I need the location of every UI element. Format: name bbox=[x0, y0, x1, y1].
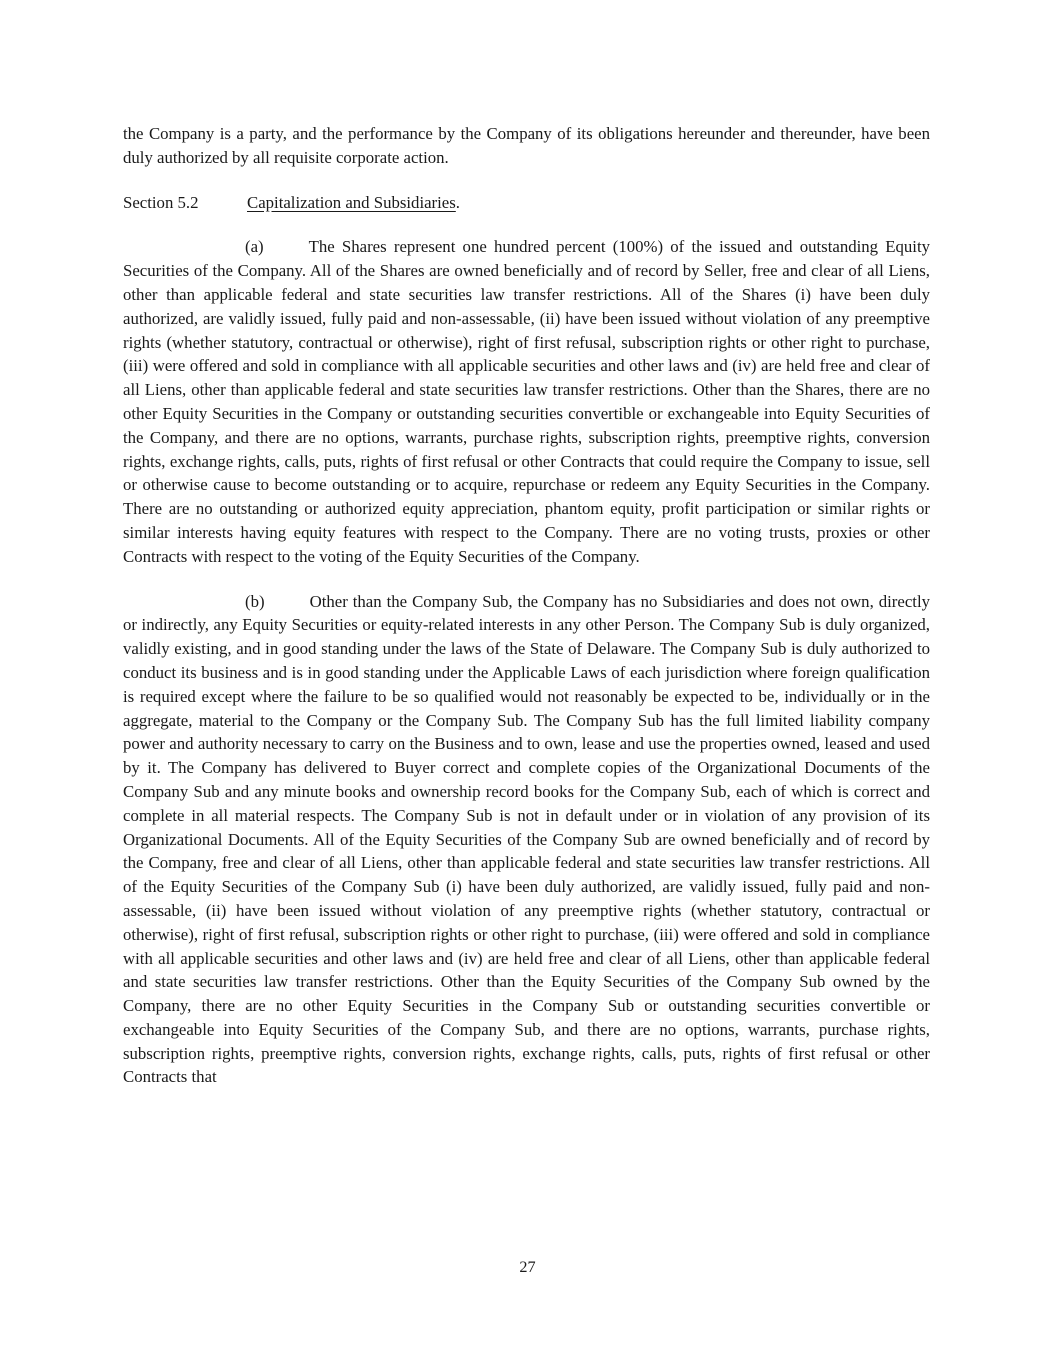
paragraph-b bbox=[123, 590, 930, 1090]
section-heading bbox=[123, 191, 930, 215]
continuation-paragraph: the Company is a party, and the performance by the Company of its obligations hereunder and thereunder, have been duly authorized by all requisite corporate action. bbox=[123, 124, 930, 167]
section-number: Section 5.2 bbox=[123, 192, 199, 212]
paragraph-a bbox=[123, 235, 930, 568]
section-title: Capitalization and Subsidiaries bbox=[247, 192, 456, 212]
section-title-period: . bbox=[455, 192, 460, 212]
page-number: 27 bbox=[519, 1258, 536, 1276]
paragraph-a-text: The Shares represent one hundred percent (100%) of the issued and outstanding Equity Securities of the Company. All of the Shares are owned beneficially and of record by Seller, free and clear of all Liens, other than applicable federal and state securities law transfer restrictions. All of the Shares (i) have been duly authorized, are validly issued, fully paid and non-assessable, (ii) have been issued without violation of any preemptive rights (whether statutory, contractual or otherwise), right of first refusal, subscription rights or other right to purchase, (iii) were offered and sold in compliance with all applicable securities and other laws and (iv) are held free and clear of all Liens, other than applicable federal and state securities law transfer restrictions. Other than the Shares, there are no other Equity Securities in the Company or outstanding securities convertible or exchangeable into Equity Securities of the Company, and there are no options, warrants, purchase rights, subscription rights, preemptive rights, conversion rights, exchange rights, calls, puts, rights of first refusal or other Contracts that could require the Company to issue, sell or otherwise cause to become outstanding or to acquire, repurchase or redeem any Equity Securities in the Company. There are no outstanding or authorized equity appreciation, phantom equity, profit participation or similar rights or similar interests having equity features with respect to the Company. There are no voting trusts, proxies or other Contracts with respect to the voting of the Equity Securities of the Company. bbox=[123, 237, 930, 566]
paragraph-a-label: (a) bbox=[245, 237, 264, 257]
paragraph-b-label: (b) bbox=[245, 591, 265, 611]
paragraph-b-text: Other than the Company Sub, the Company has no Subsidiaries and does not own, directly or indirectly, any Equity Securities or equity-related interests in any other Person. The Company Sub is duly organized, validly existing, and in good standing under the laws of the State of Delaware. The Company Sub is duly authorized to conduct its business and is in good standing under the Applicable Laws of each jurisdiction where foreign qualification is required except where the failure to be so qualified would not reasonably be expected to be, individually or in the aggregate, material to the Company or the Company Sub. The Company Sub has the full limited liability company power and authority necessary to carry on the Business and to own, lease and use the properties owned, leased and used by it. The Company has delivered to Buyer correct and complete copies of the Organizational Documents of the Company Sub and any minute books and ownership record books for the Company Sub, each of which is correct and complete in all material respects. The Company Sub is not in default under or in violation of any provision of its Organizational Documents. All of the Equity Securities of the Company Sub are owned beneficially and of record by the Company, free and clear of all Liens, other than applicable federal and state securities law transfer restrictions. All of the Equity Securities of the Company Sub (i) have been duly authorized, are validly issued, fully paid and non-assessable, (ii) have been issued without violation of any preemptive rights (whether statutory, contractual or otherwise), right of first refusal, subscription rights or other right to purchase, (iii) were offered and sold in compliance with all applicable securities and other laws and (iv) are held free and clear of all Liens, other than applicable federal and state securities law transfer restrictions. Other than the Equity Securities of the Company Sub owned by the Company, there are no other Equity Securities in the Company Sub or outstanding securities convertible or exchangeable into Equity Securities of the Company Sub, and there are no options, warrants, purchase rights, subscription rights, preemptive rights, conversion rights, exchange rights, calls, puts, rights of first refusal or other Contracts that bbox=[123, 591, 930, 1087]
